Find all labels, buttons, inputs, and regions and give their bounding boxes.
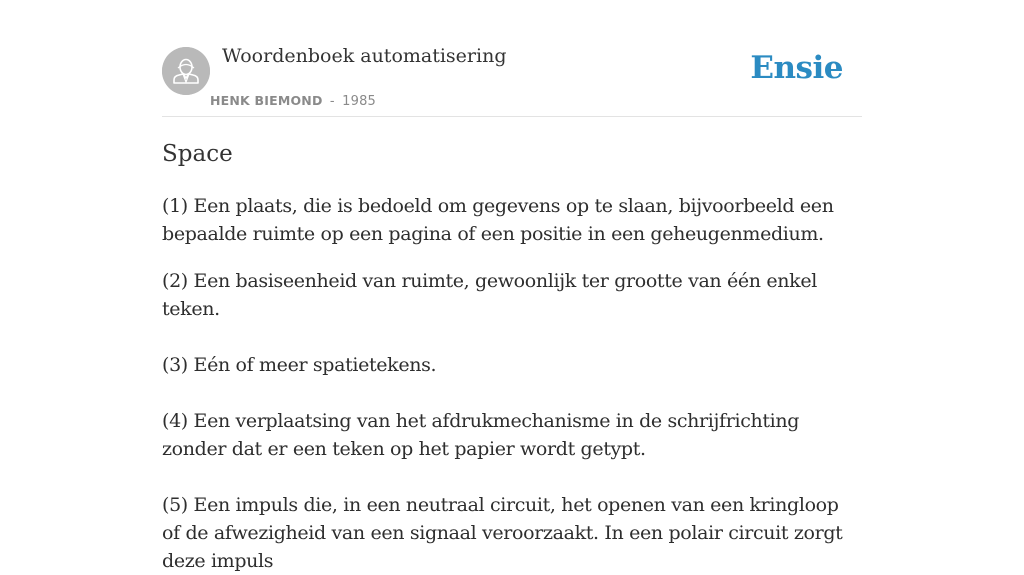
definition-5: (5) Een impuls die, in een neutraal circuit, het openen van een kringloop of de afwezigheid van een signaal veroorzaakt. In een polair circuit zorgt deze impuls — [162, 494, 843, 572]
person-outline-icon — [162, 47, 210, 95]
header — [162, 0, 862, 117]
book-title[interactable]: Woordenboek automatisering — [222, 45, 507, 67]
page — [162, 0, 862, 572]
ensie-logo[interactable]: Ensie — [750, 50, 843, 86]
user-avatar-icon[interactable] — [162, 47, 210, 95]
definition-4: (4) Een verplaatsing van het afdrukmechanisme in de schrijfrichting zonder dat er een teken op het papier wordt getypt. — [162, 410, 800, 460]
definition-1: (1) Een plaats, die is bedoeld om gegevens op te slaan, bijvoorbeeld een bepaalde ruimte op een pagina of een positie in een geheugenmedium. — [162, 195, 834, 245]
definition-3: (3) Eén of meer spatietekens. — [162, 354, 437, 376]
entry — [162, 138, 862, 575]
byline-separator: - — [329, 94, 335, 109]
definition-2: (2) Een basiseenheid van ruimte, gewoonlijk ter grootte van één enkel teken. — [162, 270, 817, 320]
publication-year: 1985 — [342, 94, 377, 109]
entry-term: Space — [162, 141, 233, 167]
byline — [210, 93, 376, 109]
author-name[interactable]: HENK BIEMOND — [210, 93, 323, 108]
